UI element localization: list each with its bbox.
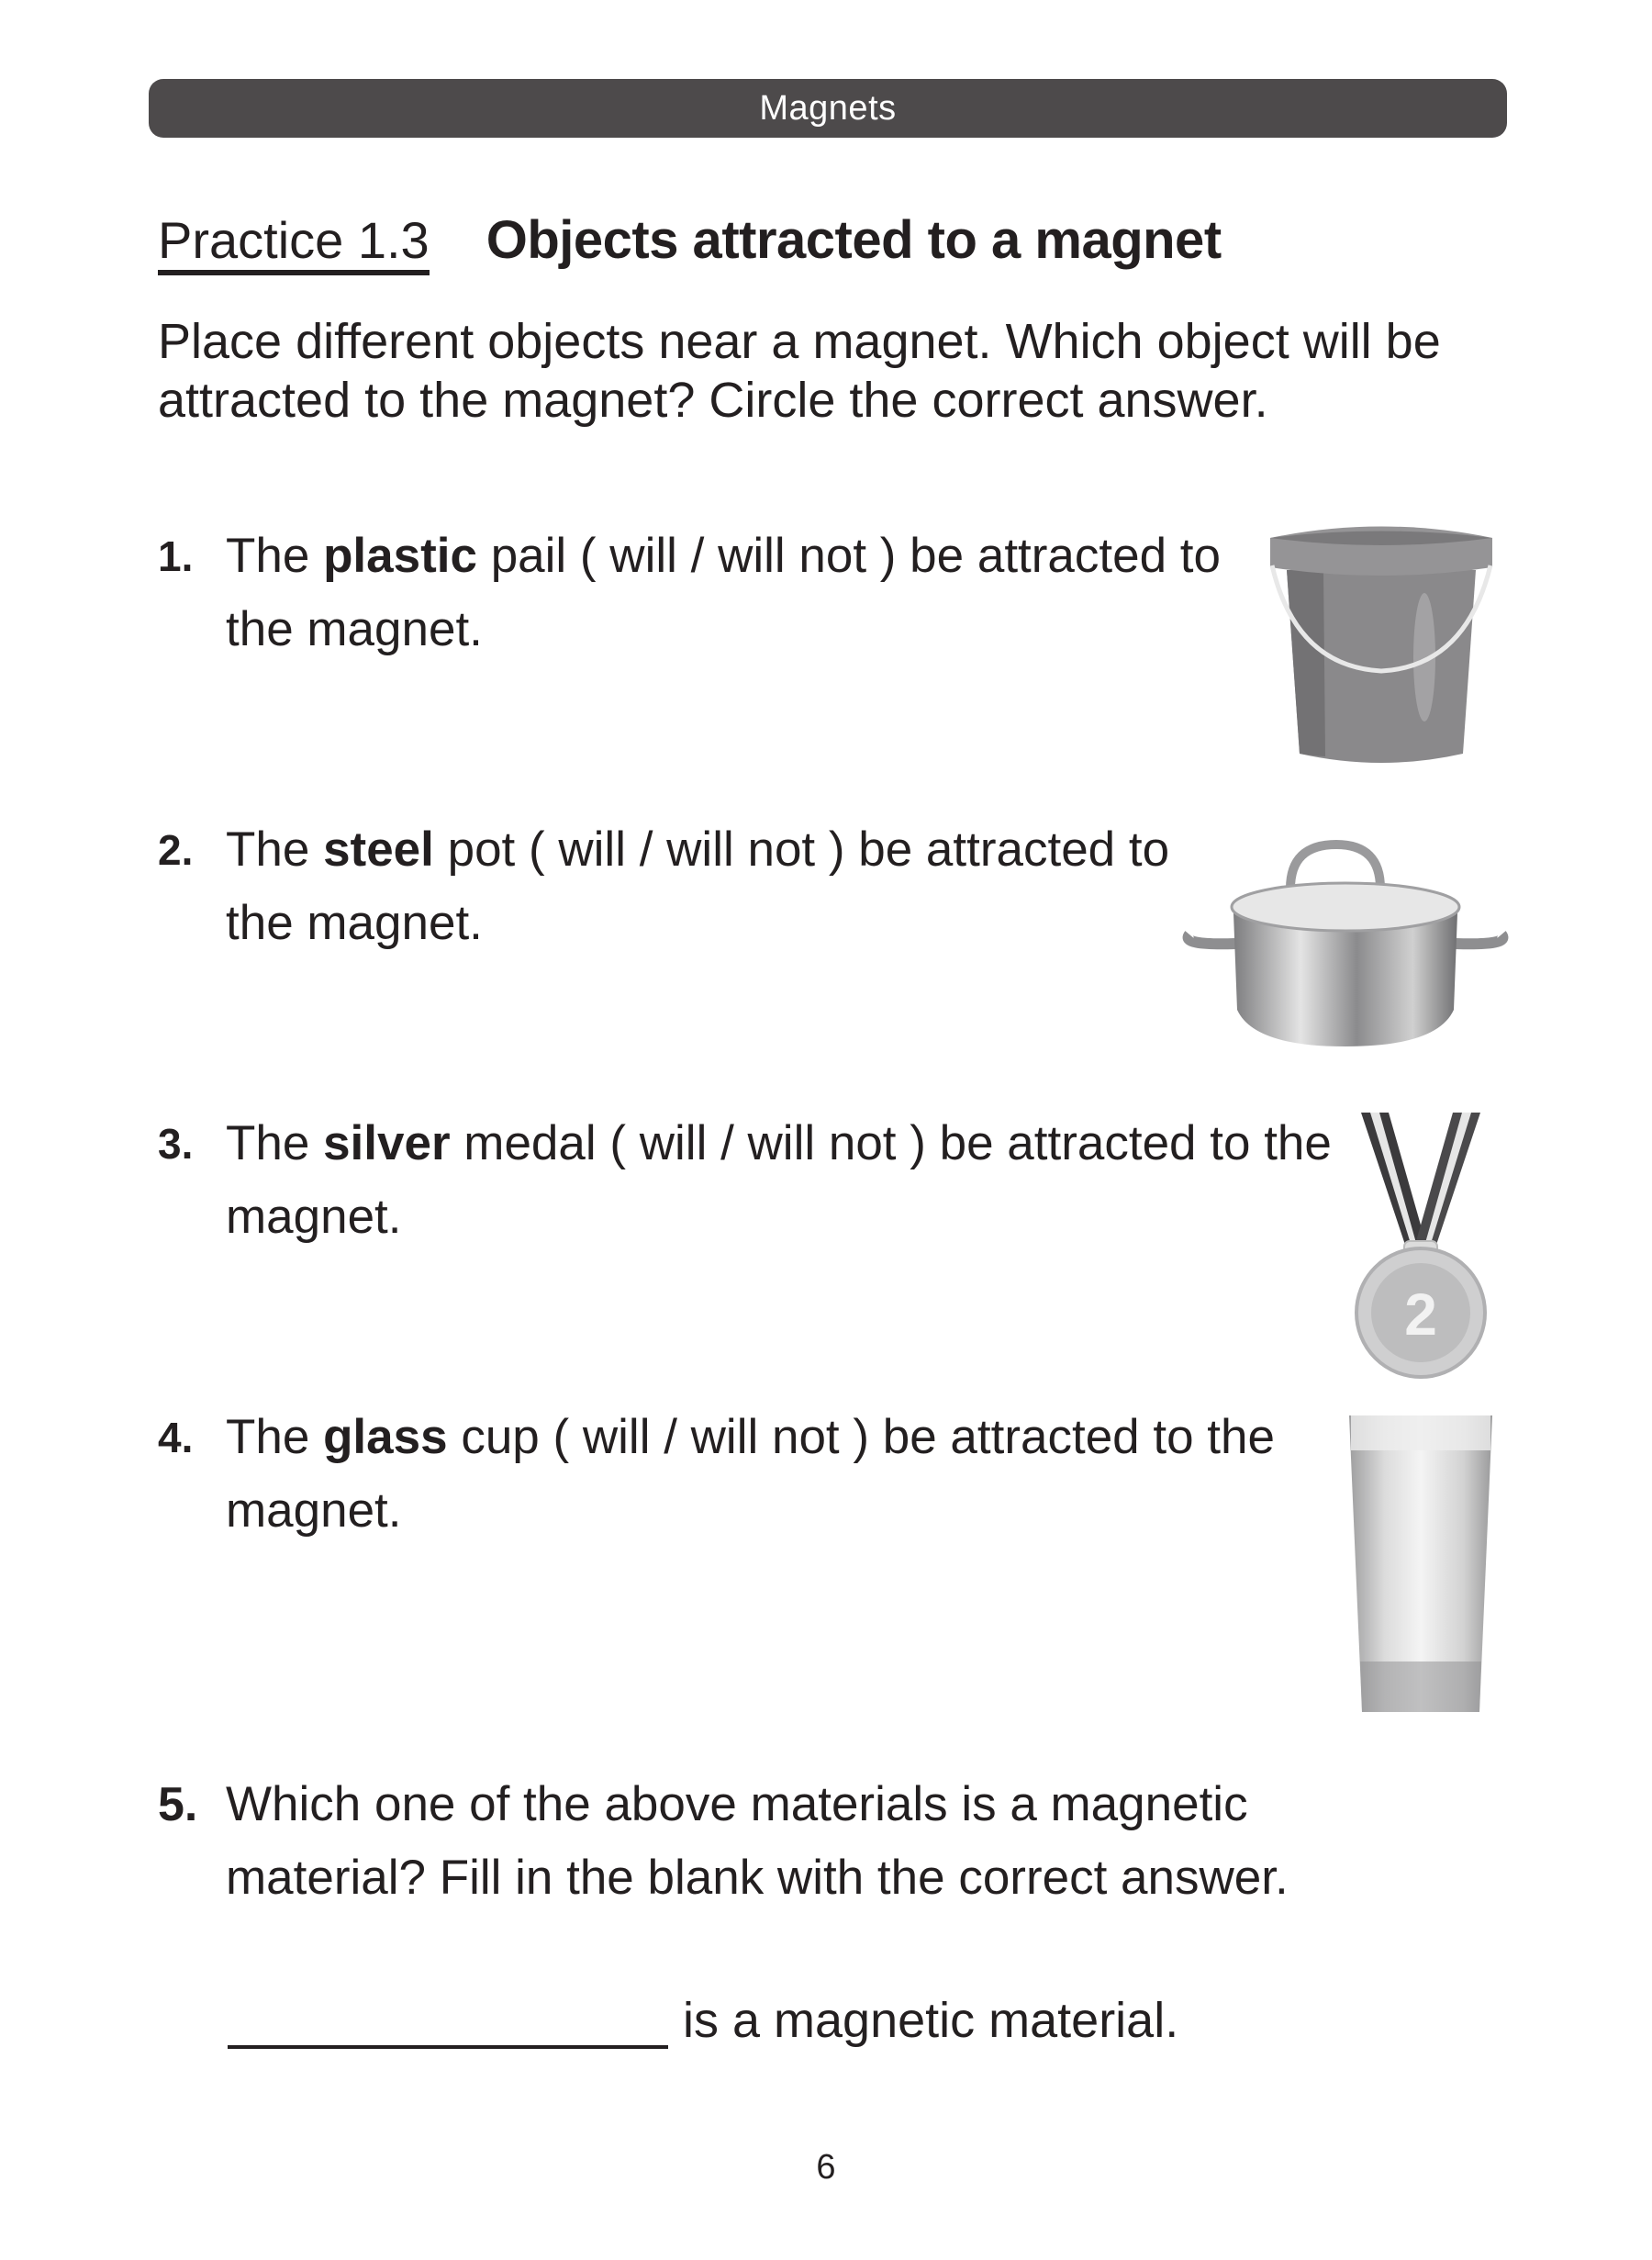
- practice-heading: [158, 209, 1222, 275]
- material-word: steel: [323, 822, 434, 877]
- chapter-header-bar: [149, 79, 1507, 138]
- svg-text:2: 2: [1404, 1281, 1437, 1348]
- question-text: The glass cup ( will / will not ) be attracted to the magnet.: [226, 1410, 1275, 1538]
- question-number: 3.: [158, 1120, 194, 1168]
- material-word: silver: [323, 1116, 451, 1170]
- glass-cup-icon: [1347, 1414, 1494, 1717]
- silver-medal-icon: [1347, 1113, 1494, 1379]
- blank-suffix: is a magnetic material.: [683, 1993, 1179, 2048]
- material-word: plastic: [323, 529, 477, 583]
- question-number: 4.: [158, 1414, 194, 1461]
- answer-blank[interactable]: [228, 1994, 668, 2049]
- question-number: 1.: [158, 532, 194, 580]
- fill-in-blank-row: [228, 1992, 1178, 2049]
- question-1: [158, 520, 1272, 666]
- practice-number: Practice 1.3: [158, 214, 430, 275]
- question-number: 2.: [158, 826, 194, 874]
- plastic-pail-icon: [1259, 520, 1503, 767]
- question-5: [158, 1768, 1456, 1915]
- material-word: glass: [323, 1410, 448, 1464]
- page-number: 6: [816, 2148, 836, 2187]
- question-text: Which one of the above materials is a magnetic material? Fill in the blank with the correct answer.: [226, 1777, 1289, 1905]
- question-3: [158, 1107, 1364, 1254]
- question-2: [158, 813, 1235, 960]
- question-4: [158, 1401, 1327, 1548]
- practice-title: Objects attracted to a magnet: [486, 210, 1222, 270]
- question-text: The plastic pail ( will / will not ) be attracted to the magnet.: [226, 529, 1222, 656]
- instructions: Place different objects near a magnet. Which object will be attracted to the magnet? Circle the correct answer.: [158, 314, 1441, 428]
- steel-pot-icon: [1180, 826, 1511, 1046]
- question-number: 5.: [158, 1778, 198, 1831]
- chapter-title: Magnets: [759, 88, 897, 128]
- question-text: The steel pot ( will / will not ) be attracted to the magnet.: [226, 822, 1170, 950]
- question-text: The silver medal ( will / will not ) be attracted to the magnet.: [226, 1116, 1332, 1244]
